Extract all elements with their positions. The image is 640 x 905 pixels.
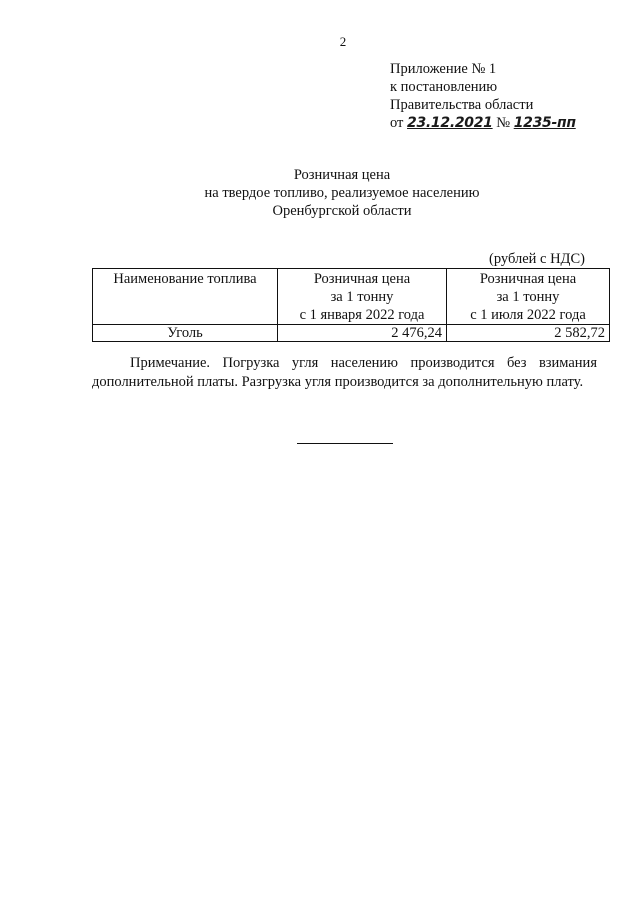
header-fuel-name: Наименование топлива	[93, 269, 278, 325]
appendix-block	[390, 60, 576, 132]
fuel-name-cell: Уголь	[93, 325, 278, 342]
decree-date: 23.12.2021	[407, 115, 493, 131]
header-jan-line-3: с 1 января 2022 года	[299, 307, 425, 323]
appendix-authority: Правительства области	[390, 97, 534, 113]
title-line-2: на твердое топливо, реализуемое населению	[204, 185, 480, 201]
table-row	[93, 325, 610, 342]
page-number: 2	[339, 34, 347, 49]
header-jan-line-2: за 1 тонну	[330, 289, 394, 305]
number-sign: №	[496, 115, 511, 131]
end-divider	[297, 443, 393, 444]
appendix-title: Приложение № 1	[390, 61, 497, 77]
appendix-reference: к постановлению	[390, 79, 498, 95]
price-table	[92, 268, 610, 342]
price-january-cell: 2 476,24	[278, 325, 447, 342]
header-jul-line-3: с 1 июля 2022 года	[470, 307, 586, 323]
note-paragraph: Примечание. Погрузка угля населению производится без взимания дополнительной платы. Разгрузка угля производится за дополнительную плату.	[92, 355, 597, 390]
header-jan-line-1: Розничная цена	[313, 271, 411, 287]
header-price-july	[447, 269, 610, 325]
header-price-january	[278, 269, 447, 325]
date-prefix: от	[390, 115, 404, 131]
units-label: (рублей с НДС)	[489, 251, 585, 267]
table-header-row	[93, 269, 610, 325]
title-line-1: Розничная цена	[293, 167, 391, 183]
title-line-3: Оренбургской области	[272, 203, 412, 219]
document-title	[92, 166, 592, 220]
header-jul-line-2: за 1 тонну	[496, 289, 560, 305]
appendix-date-number-line	[390, 114, 576, 132]
price-july-cell: 2 582,72	[447, 325, 610, 342]
header-jul-line-1: Розничная цена	[479, 271, 577, 287]
decree-number: 1235-пп	[513, 115, 576, 131]
